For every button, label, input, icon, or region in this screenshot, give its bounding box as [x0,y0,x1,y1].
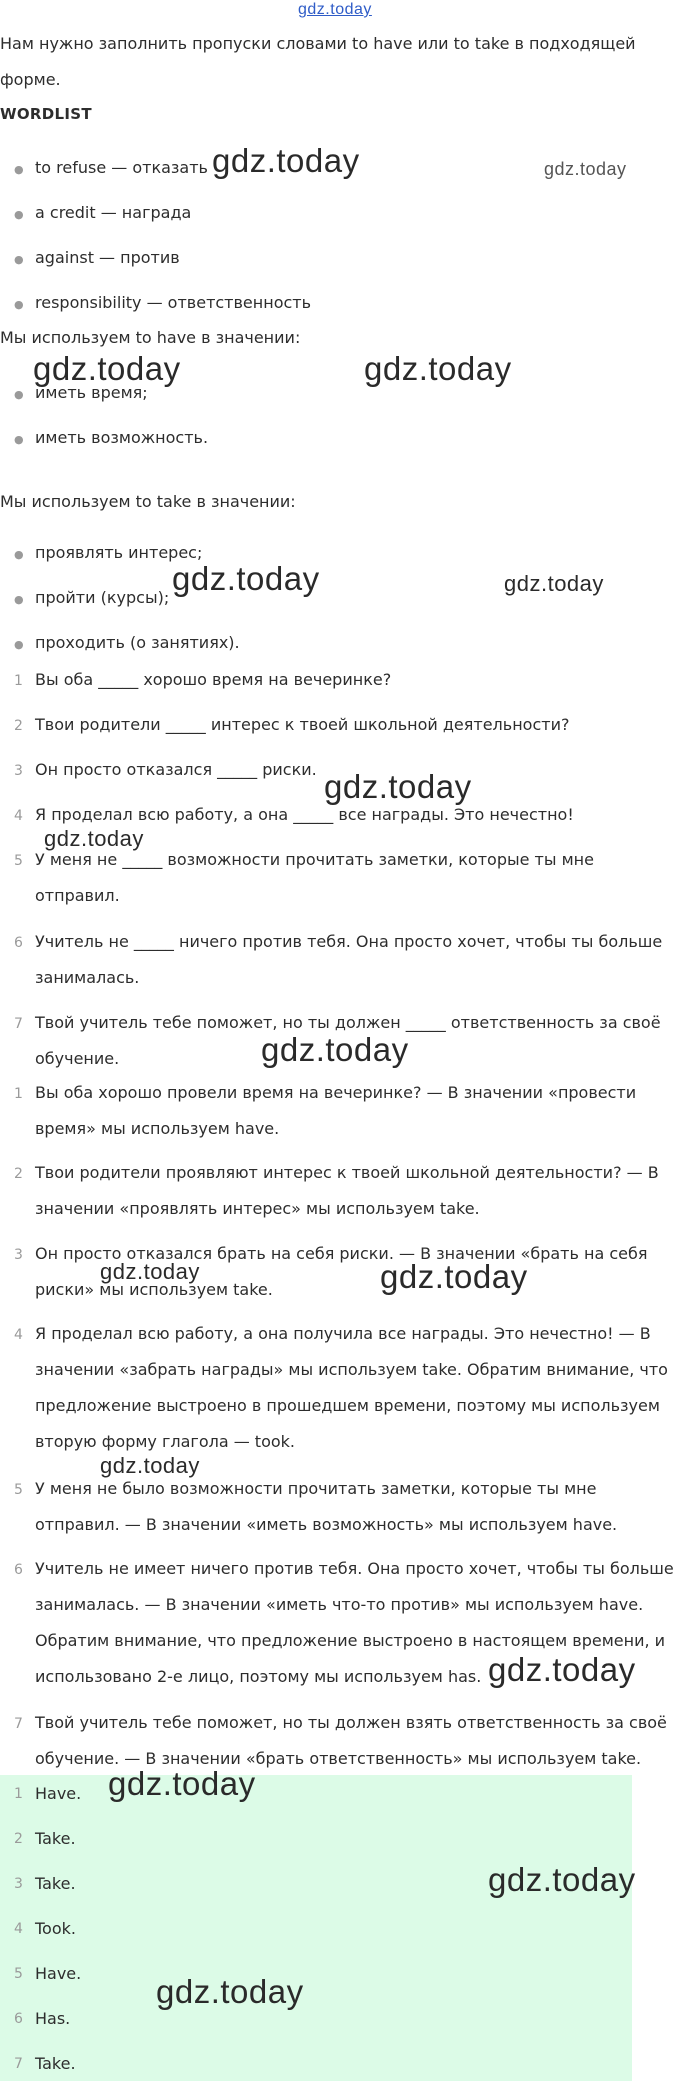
explanation-item: Твои родители проявляют интерес к твоей школьной деятельности? — В значении «проявлять интерес» мы используем take. [35,1163,659,1218]
take-usage-item: пройти (курсы); [35,588,170,607]
exercise-item: Я проделал всю работу, а она _____ все награды. Это нечестно! [35,805,574,824]
explanation-number: 7 [14,1716,23,1732]
bullet-icon: ● [14,638,24,651]
answers-panel [0,1775,632,2081]
bullet-icon: ● [14,433,24,446]
explanation-item: Твой учитель тебе поможет, но ты должен взять ответственность за своё обучение. — В значении «брать ответственность» мы используем take. [35,1713,667,1768]
exercise-item: Вы оба _____ хорошо время на вечеринке? [35,670,392,689]
exercise-item: Твой учитель тебе поможет, но ты должен _____ ответственность за своё обучение. [35,1013,661,1068]
explanation-number: 6 [14,1562,23,1578]
explanation-number: 1 [14,1086,23,1102]
bullet-icon: ● [14,163,24,176]
answer-item: Take. [35,2054,76,2073]
exercise-number: 4 [14,808,23,824]
explanation-number: 2 [14,1166,23,1182]
watermark: gdz.today [172,560,320,597]
exercise-item: Он просто отказался _____ риски. [35,760,317,779]
answer-item: Have. [35,1784,82,1803]
exercise-number: 2 [14,718,23,734]
bullet-icon: ● [14,388,24,401]
have-usage-title: Мы используем to have в значении: [0,328,301,347]
exercise-item: У меня не _____ возможности прочитать заметки, которые ты мне отправил. [35,850,594,905]
exercise-item: Учитель не _____ ничего против тебя. Она просто хочет, чтобы ты больше занималась. [35,932,663,987]
answer-number: 5 [14,1966,23,1982]
explanation-item: У меня не было возможности прочитать заметки, которые ты мне отправил. — В значении «иметь возможность» мы используем have. [35,1479,618,1534]
exercise-number: 5 [14,853,23,869]
answer-item: Take. [35,1829,76,1848]
watermark: gdz.today [100,1453,200,1478]
wordlist-item: against — против [35,248,180,267]
explanation-item: Учитель не имеет ничего против тебя. Она просто хочет, чтобы ты больше занималась. — В значении «иметь что-то против» мы используем have. Обратим внимание, что предложение выстроено в настоящем времени, и использовано 2-е лицо, поэтому мы используем has. [35,1559,674,1686]
answer-item: Take. [35,1874,76,1893]
watermark: gdz.today [212,142,360,179]
watermark: gdz.today [108,1765,256,1802]
answer-number: 4 [14,1921,23,1937]
explanation-item: Я проделал всю работу, а она получила все награды. Это нечестно! — В значении «забрать награды» мы используем take. Обратим внимание, что предложение выстроено в прошедшем времени, поэтому мы используем вторую форму глагола — took. [35,1324,668,1451]
answer-item: Took. [35,1919,76,1938]
answer-item: Have. [35,1964,82,1983]
take-usage-title: Мы используем to take в значении: [0,492,296,511]
have-usage-item: иметь время; [35,383,148,402]
explanation-number: 5 [14,1482,23,1498]
answer-number: 6 [14,2011,23,2027]
answer-number: 1 [14,1786,23,1802]
watermark: gdz.today [364,350,512,387]
exercise-number: 3 [14,763,23,779]
wordlist-item: responsibility — ответственность [35,293,312,312]
intro-text: Нам нужно заполнить пропуски словами to have или to take в подходящей форме. [0,34,636,89]
exercise-item: Твои родители _____ интерес к твоей школьной деятельности? [35,715,570,734]
exercise-number: 6 [14,935,23,951]
watermark: gdz.today [33,350,181,387]
wordlist-title: WORDLIST [0,105,92,123]
watermark: gdz.today [324,768,472,805]
answer-number: 7 [14,2056,23,2072]
watermark: gdz.today [380,1258,528,1295]
answer-number: 2 [14,1831,23,1847]
watermark: gdz.today [156,1973,304,2010]
bullet-icon: ● [14,593,24,606]
wordlist-item: to refuse — отказать [35,158,208,177]
explanation-number: 3 [14,1247,23,1263]
bullet-icon: ● [14,208,24,221]
bullet-icon: ● [14,298,24,311]
answer-number: 3 [14,1876,23,1892]
answer-item: Has. [35,2009,71,2028]
bullet-icon: ● [14,253,24,266]
exercise-number: 7 [14,1016,23,1032]
watermark: gdz.today [504,571,604,596]
header-watermark[interactable]: gdz.today [298,1,372,18]
explanation-number: 4 [14,1327,23,1343]
bullet-icon: ● [14,548,24,561]
watermark: gdz.today [488,1651,636,1688]
take-usage-item: проходить (о занятиях). [35,633,240,652]
take-usage-item: проявлять интерес; [35,543,203,562]
watermark: gdz.today [544,159,627,179]
explanation-item: Вы оба хорошо провели время на вечеринке? — В значении «провести время» мы используем have. [35,1083,637,1138]
watermark: gdz.today [100,1259,200,1284]
explanation-item: Он просто отказался брать на себя риски. — В значении «брать на себя риски» мы используем take. [35,1244,648,1299]
wordlist-item: a credit — награда [35,203,192,222]
watermark: gdz.today [488,1861,636,1898]
watermark: gdz.today [261,1031,409,1068]
watermark: gdz.today [44,826,144,851]
exercise-number: 1 [14,673,23,689]
have-usage-item: иметь возможность. [35,428,209,447]
